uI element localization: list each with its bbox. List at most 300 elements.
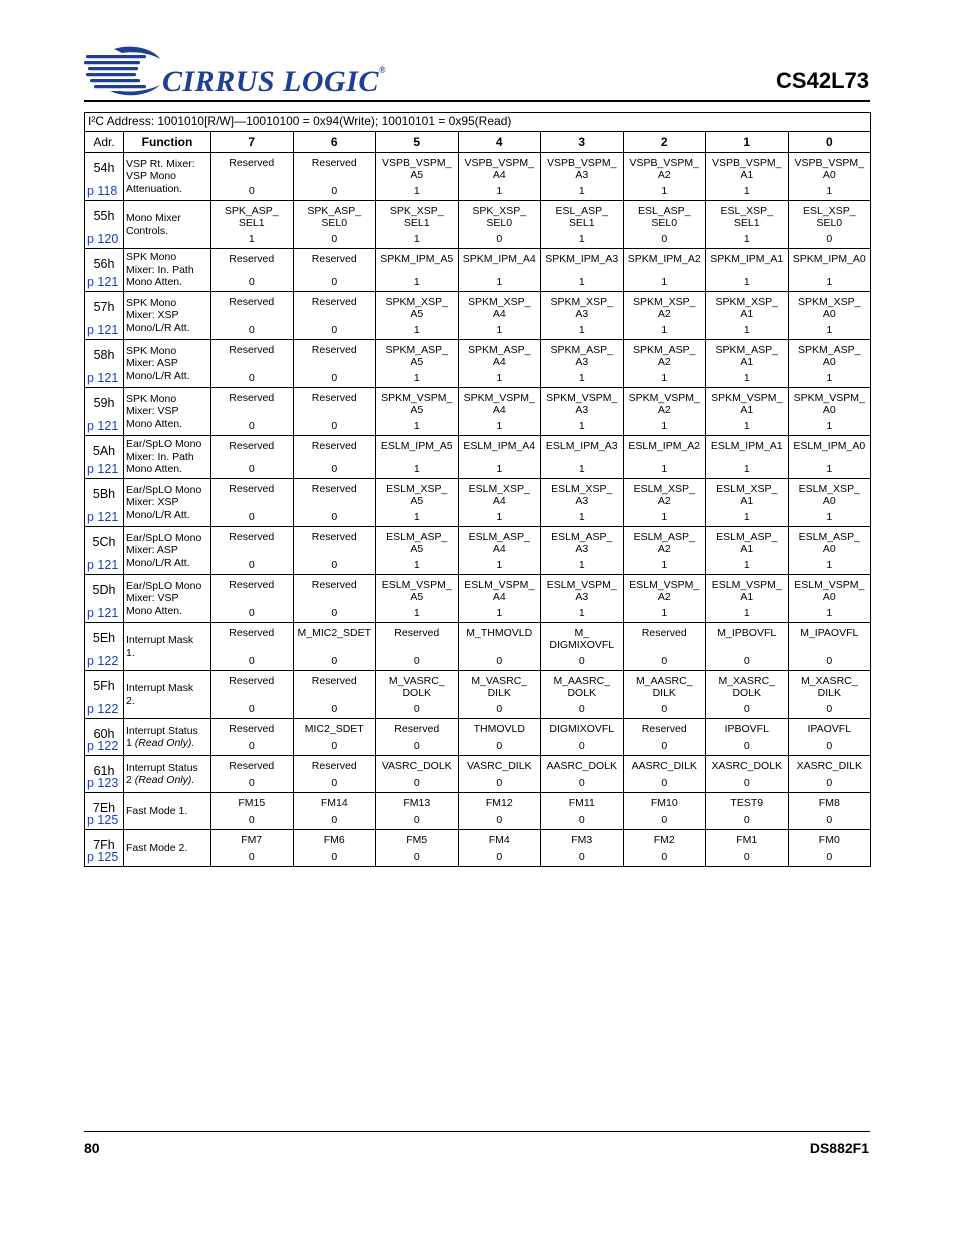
bit-name-part: ESLM_VSPM_ (794, 579, 865, 591)
page-reference-link[interactable]: p 121 (87, 371, 119, 385)
bit-name-part: SPKM_XSP_ (468, 296, 531, 308)
bit-default-value: 1 (496, 420, 503, 432)
bit-name-part: A1 (740, 169, 754, 181)
bit-cell (623, 575, 706, 623)
bit-default-value: 0 (413, 851, 420, 863)
bit-name-part: Reserved (229, 483, 275, 495)
bit-default-value: 0 (248, 185, 255, 197)
bit-name (211, 205, 293, 229)
bit-name (376, 392, 458, 416)
bit-default-value: 0 (826, 655, 833, 667)
bit-name-part: A0 (822, 308, 836, 320)
bit-cell (293, 249, 376, 292)
bit-name (376, 253, 458, 265)
bit-cell (293, 479, 376, 527)
bit-default-value: 1 (496, 185, 503, 197)
function-line: Mono/L/R Att. (126, 321, 190, 334)
bit-default-value: 1 (826, 324, 833, 336)
bit-name-part: FM15 (238, 797, 266, 809)
bit-cell (458, 201, 541, 249)
register-rows (85, 153, 871, 867)
page-reference-link[interactable]: p 121 (87, 606, 119, 620)
bit-cell (706, 436, 789, 479)
bit-name (541, 205, 623, 229)
bit-cell (706, 671, 789, 719)
register-address-cell (85, 479, 124, 527)
bit-default-value: 1 (743, 276, 750, 288)
bit-cell (211, 292, 294, 340)
bit-default-value: 1 (578, 559, 585, 571)
bit-cell (211, 793, 294, 830)
bit-name (624, 157, 706, 181)
bit-default-value: 0 (826, 777, 833, 789)
bit-cell (541, 671, 624, 719)
register-row (85, 830, 871, 867)
bit-cell (293, 153, 376, 201)
bit-name (376, 797, 458, 809)
function-line: Ear/SpLO Mono (126, 579, 202, 592)
function-line: Mixer: In. Path (126, 450, 194, 463)
bit-name-part: FM8 (818, 797, 840, 809)
register-function (124, 575, 211, 623)
register-function (124, 793, 211, 830)
bit-name (706, 344, 788, 368)
bit-cell (293, 756, 376, 793)
bit-name-part: SEL1 (733, 217, 760, 229)
register-address: 7Fh (93, 838, 115, 852)
bit-cell (623, 793, 706, 830)
page-reference-link[interactable]: p 121 (87, 558, 119, 572)
bit-name (789, 834, 871, 846)
bit-default-value: 0 (248, 777, 255, 789)
bit-default-value: 1 (661, 276, 668, 288)
function-line: Mixer: In. Path (126, 263, 194, 276)
bit-name-part: SPKM_XSP_ (550, 296, 613, 308)
register-row (85, 292, 871, 340)
bit-cell (458, 623, 541, 671)
header-bit-4: 4 (458, 132, 541, 153)
bit-name (624, 344, 706, 368)
bit-default-value: 1 (496, 463, 503, 475)
bit-name-part: ESLM_IPM_A1 (710, 440, 783, 452)
document-id: DS882F1 (809, 1140, 869, 1156)
bit-name (541, 392, 623, 416)
register-row (85, 793, 871, 830)
bit-name-part: A3 (575, 543, 589, 555)
bit-default-value: 0 (248, 463, 255, 475)
register-row (85, 671, 871, 719)
page-reference-link[interactable]: p 121 (87, 510, 119, 524)
bit-name-part: M_IPBOVFL (717, 627, 777, 639)
bit-default-value: 0 (248, 851, 255, 863)
bit-cell (541, 830, 624, 867)
bit-name-part: FM3 (571, 834, 593, 846)
page-reference-link[interactable]: p 121 (87, 275, 119, 289)
bit-name (459, 253, 541, 265)
page-reference-link[interactable]: p 121 (87, 323, 119, 337)
bit-cell (706, 830, 789, 867)
bit-name (624, 205, 706, 229)
bit-cell (293, 793, 376, 830)
register-address: 5Bh (92, 487, 116, 501)
bit-default-value: 1 (413, 559, 420, 571)
bit-name-part: Reserved (311, 253, 357, 265)
bit-name (211, 253, 293, 265)
bit-cell (788, 479, 871, 527)
bit-name (541, 797, 623, 809)
bit-name (459, 675, 541, 699)
bit-default-value: 1 (661, 463, 668, 475)
function-line: Attenuation. (126, 182, 183, 195)
function-line: Fast Mode 1. (126, 804, 188, 817)
bit-name-part: Reserved (229, 296, 275, 308)
page-reference-link[interactable]: p 123 (87, 776, 119, 790)
bit-default-value: 0 (496, 233, 503, 245)
bit-name (624, 675, 706, 699)
bit-cell (458, 153, 541, 201)
register-address-cell (85, 292, 124, 340)
bit-cell (541, 436, 624, 479)
bit-name-part: IPBOVFL (724, 723, 769, 735)
bit-name (706, 579, 788, 603)
bit-default-value: 0 (826, 851, 833, 863)
bit-default-value: 0 (826, 740, 833, 752)
register-row (85, 201, 871, 249)
bit-name (706, 627, 788, 639)
bit-name-part: THMOVLD (473, 723, 525, 735)
bit-default-value: 0 (743, 703, 750, 715)
bit-name (211, 579, 293, 591)
bit-cell (293, 575, 376, 623)
register-function (124, 719, 211, 756)
page-reference-link[interactable]: p 120 (87, 232, 119, 246)
header-bit-7: 7 (211, 132, 294, 153)
bit-cell (293, 292, 376, 340)
bit-name-part: Reserved (311, 760, 357, 772)
bit-cell (458, 249, 541, 292)
register-row (85, 756, 871, 793)
bit-name (376, 344, 458, 368)
bit-name (211, 797, 293, 809)
bit-cell (541, 793, 624, 830)
bit-name (459, 723, 541, 735)
bit-name-part: ESLM_IPM_A2 (628, 440, 701, 452)
register-address-cell (85, 527, 124, 575)
bit-name-part: SEL0 (816, 217, 843, 229)
bit-name-part: SPKM_ASP_ (468, 344, 531, 356)
bit-name-part: M_AASRC_ (635, 675, 693, 687)
register-address-cell (85, 340, 124, 388)
bit-default-value: 1 (661, 185, 668, 197)
bit-cell (623, 201, 706, 249)
bit-name-part: Reserved (229, 253, 275, 265)
bit-cell (293, 527, 376, 575)
bit-default-value: 0 (413, 814, 420, 826)
bit-name (459, 834, 541, 846)
bit-cell (706, 340, 789, 388)
bit-name-part: A3 (575, 308, 589, 320)
function-line: Mixer: ASP (126, 544, 178, 557)
bit-name-part: SEL0 (321, 217, 348, 229)
bit-cell (541, 479, 624, 527)
bit-name-part: Reserved (641, 723, 687, 735)
bit-name-part: DIGMIXOVFL (549, 723, 615, 735)
bit-name (789, 157, 871, 181)
bit-name-part: ESLM_XSP_ (633, 483, 695, 495)
bit-name-part: DILK (652, 687, 676, 699)
bit-name-part: DOLK (402, 687, 432, 699)
bit-name-part: SPKM_ASP_ (715, 344, 778, 356)
bit-default-value: 1 (826, 607, 833, 619)
header-bit-2: 2 (623, 132, 706, 153)
bit-name (541, 296, 623, 320)
bit-name-part: MIC2_SDET (304, 723, 364, 735)
header-adr: Adr. (85, 132, 124, 153)
bit-name (789, 627, 871, 639)
bit-name-part: A4 (492, 543, 506, 555)
function-line: SPK Mono (126, 251, 177, 264)
bit-default-value: 0 (331, 814, 338, 826)
bit-default-value: 0 (248, 372, 255, 384)
bit-name-part: A1 (740, 404, 754, 416)
bit-name-part: VSPB_VSPM_ (547, 157, 617, 169)
bit-name (459, 531, 541, 555)
bit-name (459, 627, 541, 639)
bit-default-value: 0 (743, 740, 750, 752)
bit-name (294, 440, 376, 452)
bit-default-value: 1 (413, 324, 420, 336)
bit-default-value: 0 (331, 233, 338, 245)
register-address-cell (85, 671, 124, 719)
page-reference-link[interactable]: p 122 (87, 739, 119, 753)
bit-name-part: DILK (817, 687, 841, 699)
bit-name (294, 760, 376, 772)
bit-default-value: 1 (743, 324, 750, 336)
bit-name (294, 483, 376, 495)
bit-name (789, 675, 871, 699)
bit-name-part: FM6 (323, 834, 345, 846)
bit-name-part: ESLM_IPM_A4 (463, 440, 536, 452)
bit-default-value: 0 (331, 420, 338, 432)
bit-name (789, 760, 871, 772)
page-reference-link[interactable]: p 121 (87, 462, 119, 476)
bit-name (459, 483, 541, 507)
bit-name (706, 483, 788, 507)
bit-name-part: A0 (822, 495, 836, 507)
bit-name-part: M_VASRC_ (471, 675, 528, 687)
register-address: 5Dh (92, 583, 116, 597)
bit-name (706, 531, 788, 555)
bit-name-part: ESLM_ASP_ (386, 531, 448, 543)
bit-cell (541, 292, 624, 340)
bit-name-part: A3 (575, 169, 589, 181)
bit-name-part: ESLM_XSP_ (386, 483, 448, 495)
bit-cell (376, 756, 459, 793)
bit-default-value: 1 (578, 420, 585, 432)
bit-default-value: 1 (661, 607, 668, 619)
bit-name-part: SPKM_VSPM_ (546, 392, 618, 404)
bit-cell (376, 201, 459, 249)
bit-name-part: ESLM_ASP_ (551, 531, 613, 543)
bit-cell (211, 671, 294, 719)
register-row (85, 575, 871, 623)
register-address-cell (85, 249, 124, 292)
bit-default-value: 1 (413, 233, 420, 245)
bit-default-value: 1 (578, 511, 585, 523)
bit-default-value: 0 (413, 655, 420, 667)
bit-name (211, 760, 293, 772)
bit-name (376, 627, 458, 639)
bit-name (459, 157, 541, 181)
register-row (85, 249, 871, 292)
bit-default-value: 0 (826, 233, 833, 245)
bit-cell (458, 388, 541, 436)
bit-name-part: Reserved (311, 440, 357, 452)
bit-cell (623, 623, 706, 671)
bit-name-part: A0 (822, 404, 836, 416)
bit-cell (211, 756, 294, 793)
register-address-cell (85, 623, 124, 671)
header-bit-5: 5 (376, 132, 459, 153)
bit-default-value: 1 (826, 463, 833, 475)
bit-name-part: SPKM_IPM_A0 (792, 253, 866, 265)
page-reference-link[interactable]: p 118 (87, 184, 118, 198)
bit-default-value: 0 (496, 740, 503, 752)
bit-name-part: ESLM_ASP_ (716, 531, 778, 543)
bit-default-value: 1 (413, 463, 420, 475)
bit-name-part: Reserved (229, 344, 275, 356)
bit-name (376, 834, 458, 846)
bit-cell (458, 793, 541, 830)
bit-cell (623, 153, 706, 201)
page-reference-link[interactable]: p 125 (87, 813, 119, 827)
bit-cell (541, 153, 624, 201)
register-address: 5Ch (92, 535, 116, 549)
bit-name (624, 253, 706, 265)
function-line: SPK Mono (126, 344, 177, 357)
function-line: Interrupt Status (126, 724, 198, 737)
register-address-cell (85, 719, 124, 756)
bit-default-value: 0 (496, 814, 503, 826)
bit-name-part: AASRC_DILK (631, 760, 697, 772)
page-reference-link[interactable]: p 122 (87, 654, 119, 668)
bit-name-part: FM1 (736, 834, 758, 846)
bit-default-value: 0 (661, 740, 668, 752)
bit-name-part: ESLM_XSP_ (716, 483, 778, 495)
bit-name-part: Reserved (229, 760, 275, 772)
header-bit-6: 6 (293, 132, 376, 153)
bit-name (376, 760, 458, 772)
bit-default-value: 1 (413, 511, 420, 523)
bit-cell (788, 623, 871, 671)
page-reference-link[interactable]: p 125 (87, 850, 119, 864)
page-reference-link[interactable]: p 122 (87, 702, 119, 716)
bit-name (376, 579, 458, 603)
bit-default-value: 1 (743, 233, 750, 245)
bit-name-part: Reserved (311, 675, 357, 687)
bit-cell (706, 201, 789, 249)
bit-name-part: A5 (410, 404, 424, 416)
bit-cell (706, 756, 789, 793)
bit-name-part: Reserved (229, 440, 275, 452)
register-function (124, 436, 211, 479)
bit-name-part: A2 (657, 169, 671, 181)
bit-default-value: 0 (826, 703, 833, 715)
header-rule (84, 100, 870, 102)
bit-name (541, 253, 623, 265)
register-address-cell (85, 830, 124, 867)
bit-default-value: 0 (413, 740, 420, 752)
bit-default-value: 1 (743, 372, 750, 384)
bit-default-value: 1 (496, 511, 503, 523)
bit-default-value: 1 (661, 372, 668, 384)
bit-name-part: AASRC_DOLK (546, 760, 618, 772)
bit-name (706, 723, 788, 735)
bit-cell (623, 388, 706, 436)
register-address: 59h (93, 396, 115, 410)
register-address-cell (85, 756, 124, 793)
register-function (124, 388, 211, 436)
bit-default-value: 0 (826, 814, 833, 826)
bit-name (624, 392, 706, 416)
bit-cell (211, 479, 294, 527)
bit-cell (706, 793, 789, 830)
bit-cell (623, 292, 706, 340)
bit-cell (293, 340, 376, 388)
bit-cell (293, 436, 376, 479)
bit-default-value: 0 (743, 814, 750, 826)
function-line: Mono/L/R Att. (126, 508, 190, 521)
register-address: 5Ah (92, 444, 116, 458)
bit-name-part: A1 (740, 308, 754, 320)
bit-default-value: 0 (496, 703, 503, 715)
bit-name-part: Reserved (311, 392, 357, 404)
bit-cell (211, 830, 294, 867)
bit-name (211, 675, 293, 687)
register-row (85, 479, 871, 527)
bit-name-part: M_XASRC_ (800, 675, 858, 687)
bit-name-part: DOLK (567, 687, 597, 699)
bit-default-value: 1 (413, 372, 420, 384)
bit-name-part: A2 (657, 308, 671, 320)
bit-default-value: 0 (661, 851, 668, 863)
page-reference-link[interactable]: p 121 (87, 419, 119, 433)
bit-name-part: Reserved (229, 392, 275, 404)
bit-name (706, 675, 788, 699)
bit-name (706, 205, 788, 229)
function-line: Ear/SpLO Mono (126, 438, 202, 451)
page-number: 80 (84, 1140, 100, 1156)
bit-name-part: VSPB_VSPM_ (382, 157, 452, 169)
bit-cell (623, 436, 706, 479)
function-line: SPK Mono (126, 392, 177, 405)
register-address-cell (85, 793, 124, 830)
bit-default-value: 1 (743, 511, 750, 523)
register-address: 56h (93, 257, 115, 271)
bit-default-value: 1 (743, 463, 750, 475)
bit-name-part: M_MIC2_SDET (297, 627, 371, 639)
function-line: Mixer: XSP (126, 309, 179, 322)
register-function (124, 153, 211, 201)
bit-default-value: 0 (248, 420, 255, 432)
bit-name-part: SPKM_ASP_ (798, 344, 861, 356)
bit-name-part: SPK_ASP_ (307, 205, 362, 217)
bit-name-part: ESL_XSP_ (720, 205, 774, 217)
bit-default-value: 0 (331, 276, 338, 288)
bit-cell (623, 719, 706, 756)
bit-cell (706, 153, 789, 201)
register-function (124, 479, 211, 527)
